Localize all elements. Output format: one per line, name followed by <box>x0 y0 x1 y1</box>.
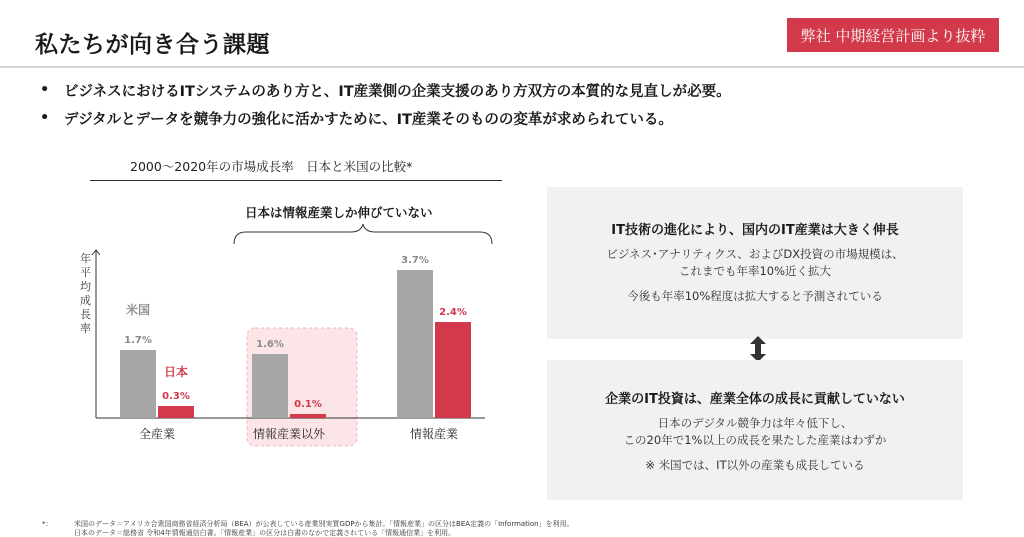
category-label: 全産業 <box>138 427 176 441</box>
bullet-marker: • <box>40 82 50 98</box>
bar-chart <box>90 240 510 450</box>
legend-jp: 日本 <box>163 365 189 379</box>
chart-title-underline <box>90 180 502 181</box>
bar-米国-情報産業以外 <box>252 354 288 418</box>
data-label: 1.7% <box>124 335 152 346</box>
bullet-item <box>40 76 731 104</box>
data-label: 0.3% <box>162 391 190 402</box>
bar-米国-情報産業 <box>397 270 433 418</box>
source-badge: 弊社 中期経営計画より抜粋 <box>787 18 999 52</box>
footnote-marker: *： <box>42 520 53 528</box>
category-label: 情報産業以外 <box>252 427 326 441</box>
category-label: 情報産業 <box>409 427 459 441</box>
panel-line: ビジネス･アナリティクス、およびDX投資の市場規模は、 <box>606 247 904 261</box>
footnote-line: 日本のデータ＝総務省 令和4年情報通信白書。「情報産業」の区分は白書のなかで定義されている「情報通信業」を利用。 <box>74 529 456 537</box>
bullet-text: デジタルとデータを競争力の強化に活かすために、IT産業そのものの変革が求められている。 <box>64 111 673 128</box>
data-label: 2.4% <box>439 307 467 318</box>
bullet-text: ビジネスにおけるITシステムのあり方と、IT産業側の企業支援のあり方双方の本質的な見直しが必要。 <box>64 83 731 100</box>
panel-line: 今後も年率10%程度は拡大すると予測されている <box>627 289 883 303</box>
info-panel-top <box>547 187 963 339</box>
bullet-item <box>40 104 731 132</box>
panel-line: この20年で1%以上の成長を果たした産業はわずか <box>623 433 887 447</box>
bar-日本-情報産業以外 <box>290 414 326 418</box>
page-title: 私たちが向き合う課題 <box>35 32 270 58</box>
panel-heading: 企業のIT投資は、産業全体の成長に貢献していない <box>605 392 905 407</box>
data-label: 3.7% <box>401 255 429 266</box>
panel-line: ※ 米国では、IT以外の産業も成長している <box>645 458 865 472</box>
bar-米国-全産業 <box>120 350 156 418</box>
legend-us: 米国 <box>125 303 151 317</box>
double-arrow-icon <box>745 335 771 363</box>
title-divider <box>0 66 1024 68</box>
bullet-marker: • <box>40 110 50 126</box>
chart-callout: 日本は情報産業しか伸びていない <box>245 205 433 220</box>
panel-line: これまでも年率10%近く拡大 <box>678 264 832 278</box>
data-label: 1.6% <box>256 339 284 350</box>
data-label: 0.1% <box>294 399 322 410</box>
panel-heading: IT技術の進化により、国内のIT産業は大きく伸長 <box>611 223 899 238</box>
chart-title: 2000〜2020年の市場成長率 日本と米国の比較* <box>130 159 413 174</box>
panel-line: 日本のデジタル競争力は年々低下し、 <box>657 416 853 430</box>
footnote <box>42 520 574 537</box>
bar-日本-情報産業 <box>435 322 471 418</box>
y-axis-label: 年平均成長率 <box>80 252 91 335</box>
bar-日本-全産業 <box>158 406 194 418</box>
bullet-list <box>40 76 731 132</box>
footnote-line: 米国のデータ＝アメリカ合衆国商務省経済分析局（BEA）が公表している産業別実質GDPから集計。「情報産業」の区分はBEA定義の「Information」を利用。 <box>74 520 574 528</box>
info-panel-bottom <box>547 360 963 500</box>
